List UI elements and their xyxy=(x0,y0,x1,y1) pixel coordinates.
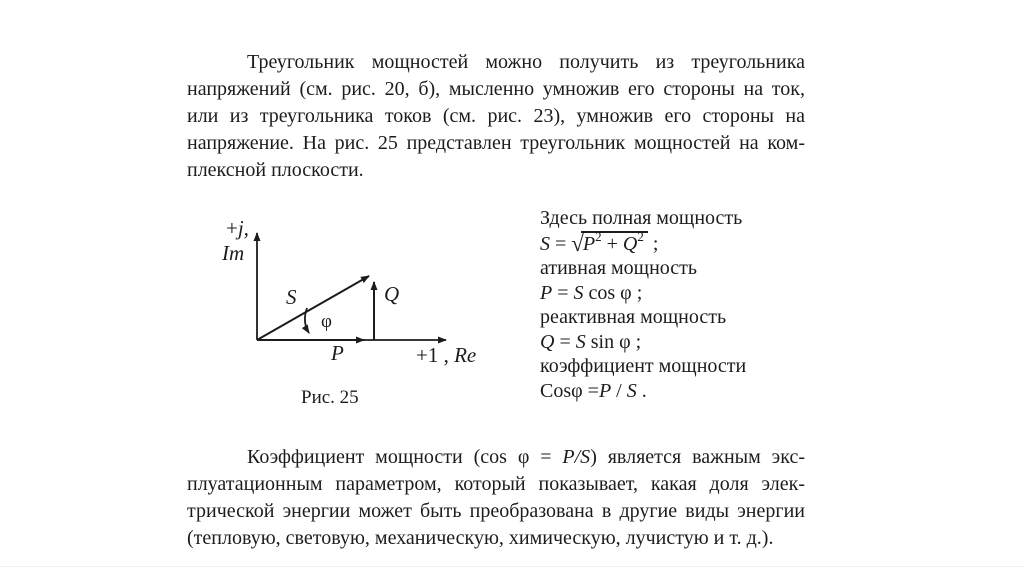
radical-sign: √ xyxy=(571,230,584,256)
q-label xyxy=(384,282,399,307)
line-text: ) является важным экс- xyxy=(590,446,805,468)
phi-symbol: φ xyxy=(620,281,632,304)
s-symbol: S xyxy=(573,281,584,304)
page-bottom-divider xyxy=(0,566,1024,567)
q-symbol: Q xyxy=(384,282,400,306)
equals-sign: = xyxy=(552,281,574,304)
s-symbol: S xyxy=(575,330,586,353)
period: . xyxy=(636,379,647,402)
paragraph-line: напряжение. На рис. 25 представлен треугольник мощностей на ком- xyxy=(187,132,805,154)
radicand xyxy=(581,228,648,255)
figure-caption: Рис. 25 xyxy=(301,387,359,408)
apparent-power-formula xyxy=(540,228,780,257)
s-symbol: S xyxy=(540,232,550,255)
cos-phi-symbol: Cosφ = xyxy=(540,379,599,402)
paragraph-line: напряжений (см. рис. 20, б), мысленно умножив его стороны на ток, xyxy=(187,78,805,100)
equals-sign: = xyxy=(554,330,576,353)
paragraph-line: (тепловую, световую, механическую, химическую, лучистую и т. д.). xyxy=(187,527,774,549)
s-vector xyxy=(257,276,369,340)
im-symbol: Im xyxy=(222,241,245,265)
q-symbol: Q xyxy=(622,232,638,255)
p-label xyxy=(331,341,344,366)
semicolon: ; xyxy=(631,281,643,304)
p-over-s-symbol: P/S xyxy=(562,446,591,468)
plus-one-symbol: +1 , xyxy=(416,343,455,367)
paragraph-line: или из треугольника токов (см. рис. 23), умножив его стороны на xyxy=(187,105,805,127)
semicolon: ; xyxy=(647,232,659,255)
plus-sign: + xyxy=(601,232,623,255)
s-label xyxy=(286,285,297,310)
slash-sign: / xyxy=(611,379,627,402)
phi-symbol: φ xyxy=(619,330,631,353)
exponent: 2 xyxy=(637,228,644,244)
semicolon: ; xyxy=(630,330,642,353)
phi-label: φ xyxy=(321,311,332,332)
active-power-formula xyxy=(540,281,780,306)
j-symbol: j, xyxy=(237,216,249,240)
power-factor-paragraph xyxy=(187,444,805,552)
exponent: 2 xyxy=(595,228,602,244)
line-text: Коэффициент мощности (cos φ = xyxy=(247,446,563,468)
equals-sign: = xyxy=(550,232,572,255)
paragraph-line: плексной плоскости. xyxy=(187,159,364,181)
p-symbol: P xyxy=(582,232,596,255)
paragraph-line: плуатационным параметром, который показывает, какая доля элек- xyxy=(187,473,805,495)
im-axis-label xyxy=(222,241,244,266)
paragraph-line xyxy=(187,444,805,471)
formula-column xyxy=(540,206,780,403)
s-symbol: S xyxy=(286,285,297,309)
reactive-power-formula xyxy=(540,330,780,355)
paragraph-line: Треугольник мощностей можно получить из треугольника xyxy=(247,51,805,73)
p-symbol: P xyxy=(331,341,344,365)
q-symbol: Q xyxy=(540,330,555,353)
formula-heading-power-factor: коэффициент мощности xyxy=(540,355,747,377)
p-symbol: P xyxy=(598,379,612,402)
p-symbol: P xyxy=(540,281,553,304)
formula-heading-active-power: ативная мощность xyxy=(540,257,698,279)
formula-heading-reactive-power: реактивная мощность xyxy=(540,306,727,328)
formula-heading-apparent-power: Здесь полная мощность xyxy=(540,207,743,229)
cos-function: cos xyxy=(583,281,621,304)
re-symbol: Re xyxy=(454,343,477,367)
paragraph-line: трической энергии может быть преобразована в другие виды энергии xyxy=(187,500,805,522)
s-symbol: S xyxy=(626,379,637,402)
sin-function: sin xyxy=(585,330,620,353)
im-axis-label-top xyxy=(226,216,249,241)
re-axis-label xyxy=(416,343,476,368)
power-factor-formula xyxy=(540,379,780,404)
plus-sign: + xyxy=(226,216,238,240)
